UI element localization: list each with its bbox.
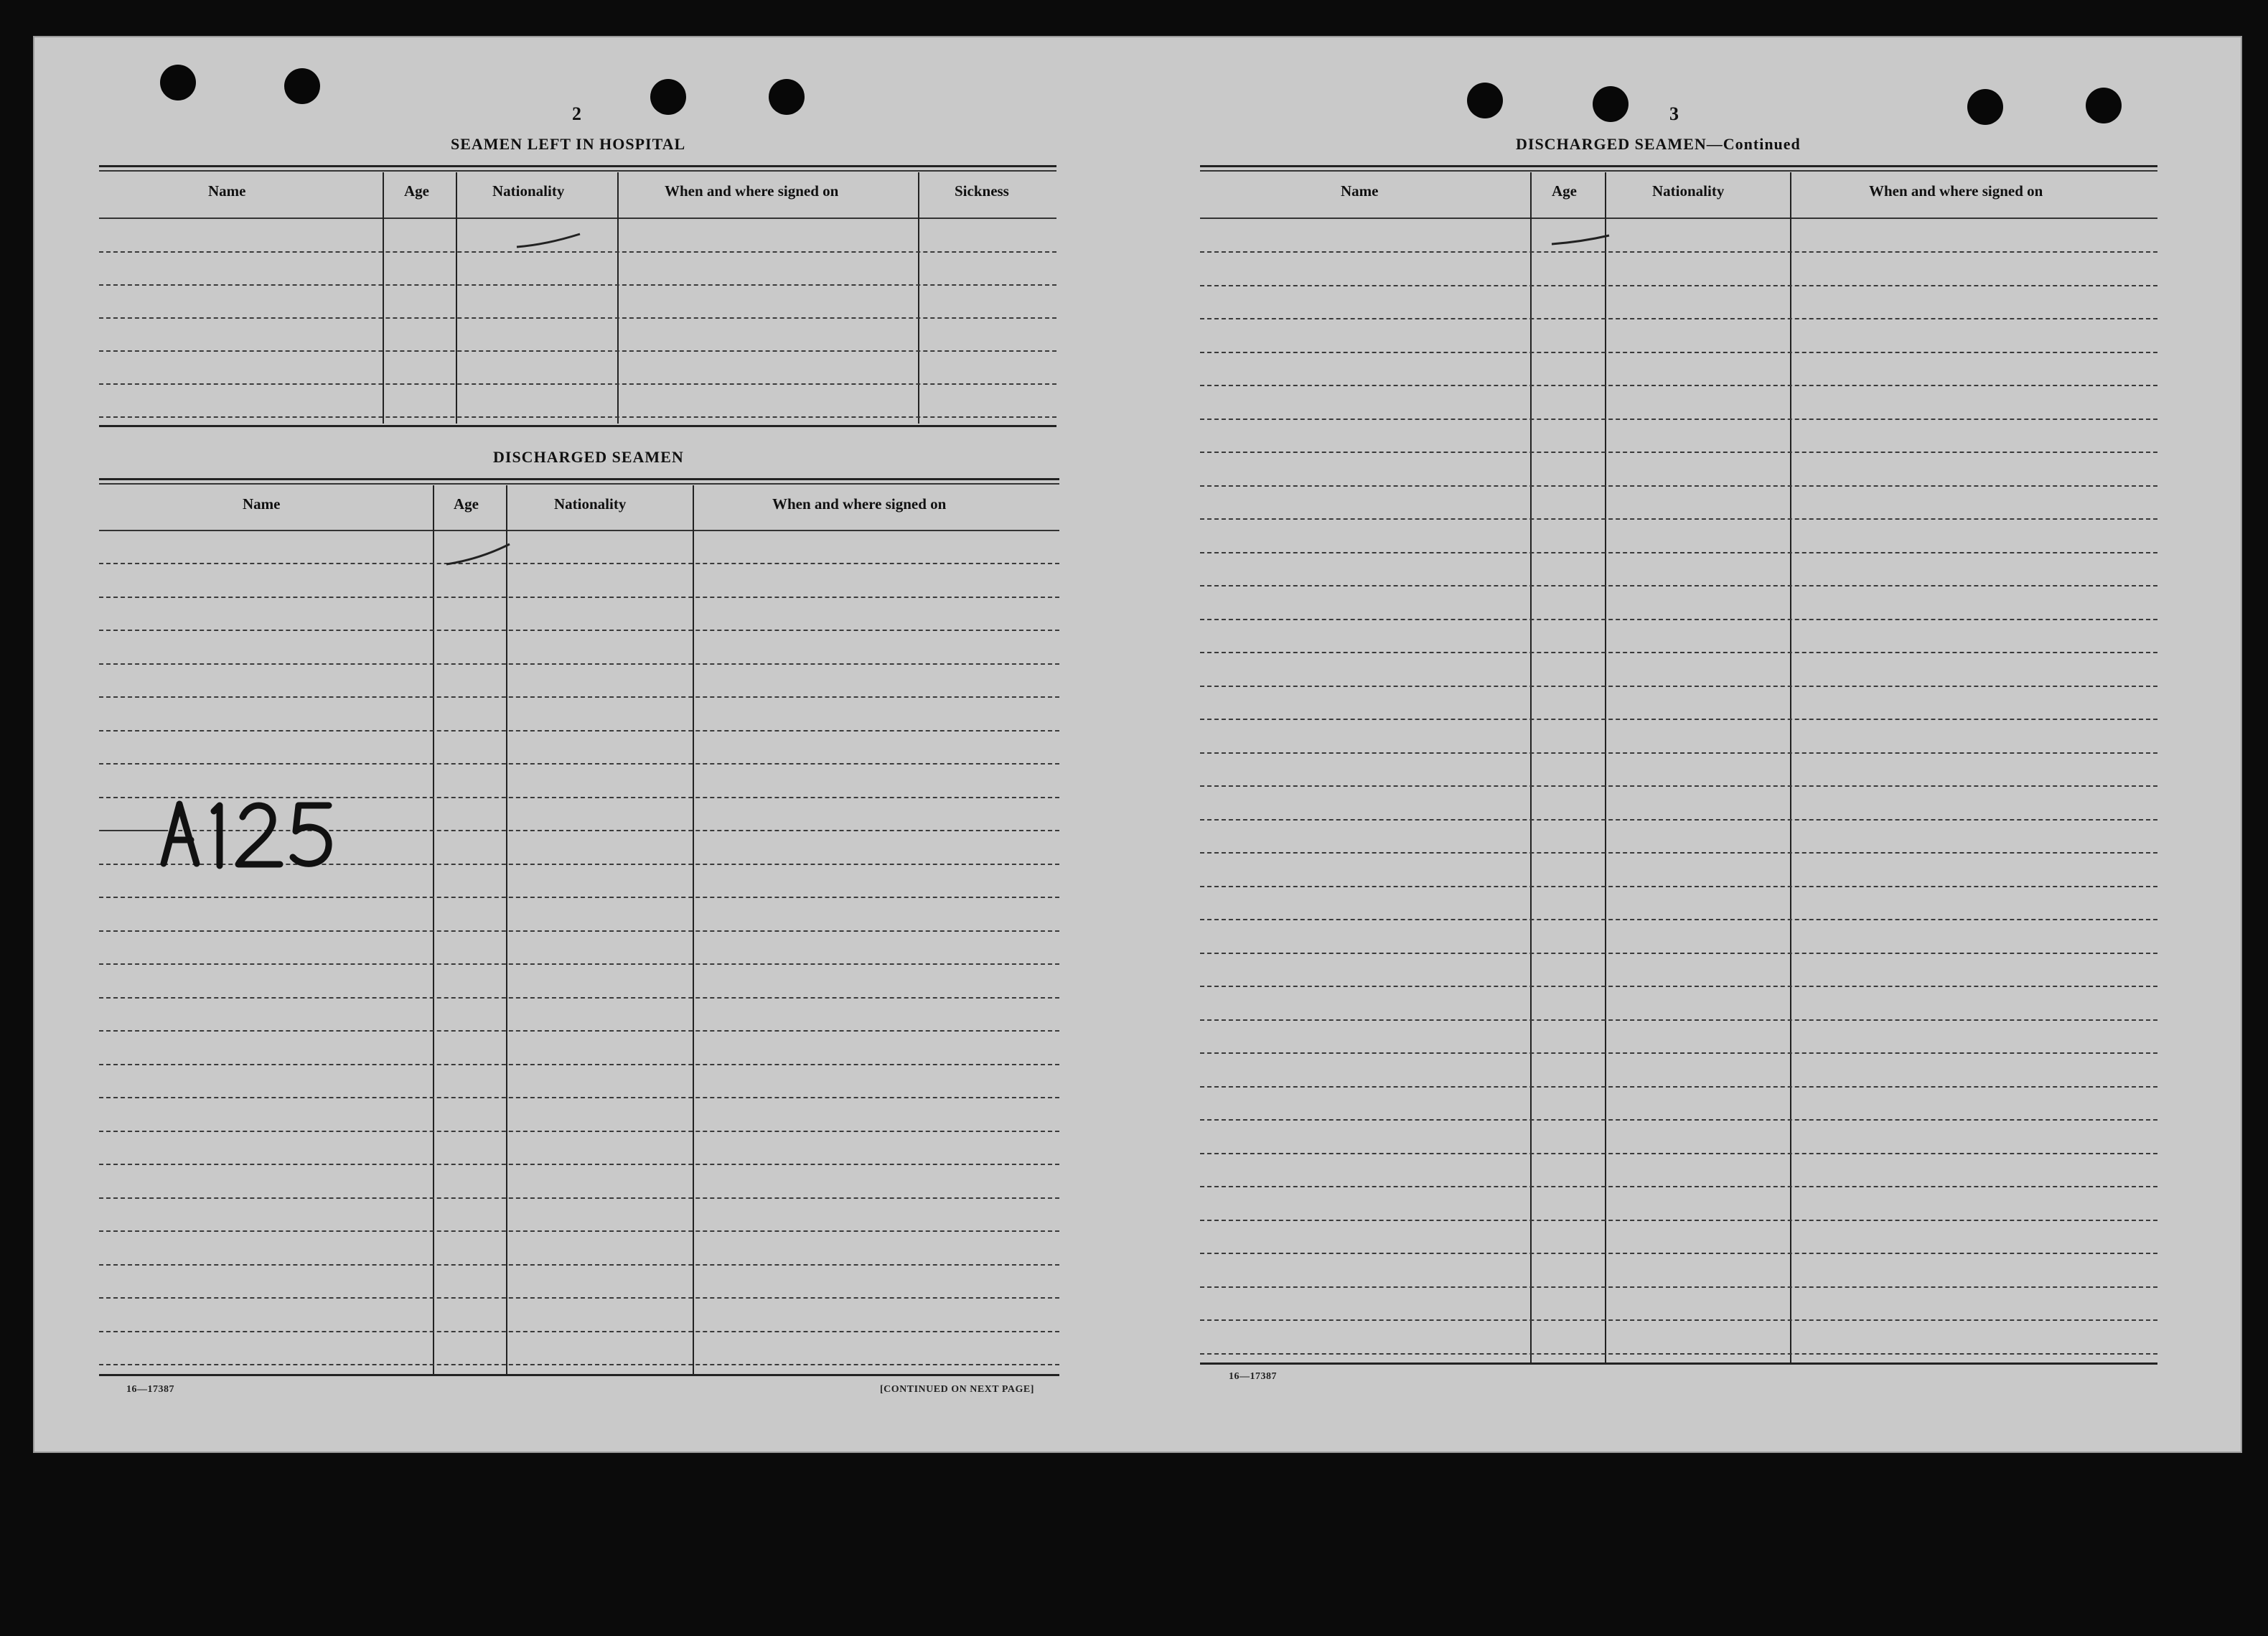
table-row-rule [99, 563, 1059, 564]
table-row-rule [1200, 385, 2157, 386]
table-row-rule [99, 1297, 1059, 1299]
table-row-rule [1200, 285, 2157, 286]
hospital-col-divider [456, 172, 457, 424]
table-row-rule [1200, 719, 2157, 720]
binder-hole [1467, 83, 1503, 118]
hospital-table-top-border [99, 165, 1056, 167]
right-col-name: Name [1341, 182, 1379, 200]
table-row-rule [99, 930, 1059, 932]
form-number-left: 16—17387 [126, 1384, 174, 1395]
table-row-rule [99, 416, 1056, 418]
table-row-rule [1200, 1086, 2157, 1088]
check-mark [514, 230, 586, 251]
table-row-rule [1200, 585, 2157, 586]
right-table-top-border [1200, 170, 2157, 172]
right-table-top-border [1200, 165, 2157, 167]
hospital-col-signed-on: When and where signed on [665, 182, 839, 200]
table-row-rule [99, 763, 1059, 765]
table-row-rule [1200, 919, 2157, 920]
table-row-rule [1200, 852, 2157, 854]
table-row-rule [1200, 1286, 2157, 1288]
table-row-rule [1200, 785, 2157, 787]
binder-hole [2086, 88, 2122, 123]
table-row-rule [99, 350, 1056, 352]
table-row-rule [1200, 1253, 2157, 1254]
table-row-rule [1200, 819, 2157, 821]
form-number-right: 16—17387 [1229, 1371, 1277, 1382]
table-row-rule [99, 1030, 1059, 1032]
hospital-header-bottom [99, 218, 1056, 219]
check-mark [444, 540, 515, 569]
right-col-age: Age [1552, 182, 1577, 200]
table-row-rule [1200, 552, 2157, 553]
table-row-rule [1200, 1220, 2157, 1221]
table-row-rule [99, 730, 1059, 731]
table-row-rule [1200, 953, 2157, 954]
table-row-rule [99, 1364, 1059, 1365]
page-number-left: 2 [572, 103, 581, 124]
page-number-right: 3 [1669, 103, 1679, 124]
right-table-bottom-border [1200, 1362, 2157, 1365]
table-row-rule [1200, 986, 2157, 987]
table-row-rule [1200, 652, 2157, 653]
table-row-rule [1200, 352, 2157, 353]
binder-hole [1967, 89, 2003, 125]
handwritten-underline [100, 830, 165, 831]
table-row-rule [99, 251, 1056, 253]
table-row-rule [99, 997, 1059, 999]
hospital-col-divider [383, 172, 384, 424]
table-row-rule [1200, 1119, 2157, 1121]
table-row-rule [1200, 318, 2157, 319]
binder-hole [650, 79, 686, 115]
table-row-rule [99, 696, 1059, 698]
table-row-rule [1200, 1019, 2157, 1021]
continued-note: [CONTINUED ON NEXT PAGE] [880, 1384, 1034, 1395]
hospital-col-divider [617, 172, 619, 424]
hospital-col-nationality: Nationality [492, 182, 565, 200]
table-row-rule [1200, 1319, 2157, 1321]
table-row-rule [99, 284, 1056, 286]
hospital-table-top-border [99, 170, 1056, 172]
discharged-table-bottom-border [99, 1374, 1059, 1376]
hospital-col-sickness: Sickness [955, 182, 1009, 200]
table-row-rule [99, 1131, 1059, 1132]
binder-hole [769, 79, 805, 115]
hospital-col-name: Name [208, 182, 246, 200]
discharged-col-name: Name [243, 495, 281, 513]
document-sheet [33, 36, 2242, 1453]
table-row-rule [1200, 1153, 2157, 1154]
table-row-rule [99, 663, 1059, 665]
table-row-rule [99, 597, 1059, 598]
right-col-signed-on: When and where signed on [1869, 182, 2043, 200]
table-row-rule [1200, 1186, 2157, 1187]
discharged-table-top-border [99, 483, 1059, 485]
binder-hole [1593, 86, 1629, 122]
discharged-col-nationality: Nationality [554, 495, 627, 513]
hospital-col-age: Age [404, 182, 429, 200]
table-row-rule [1200, 452, 2157, 453]
table-row-rule [99, 317, 1056, 319]
table-row-rule [99, 1097, 1059, 1098]
discharged-header-bottom [99, 530, 1059, 531]
binder-hole [160, 65, 196, 101]
table-row-rule [99, 897, 1059, 898]
hospital-col-divider [918, 172, 919, 424]
discharged-col-age: Age [454, 495, 479, 513]
hospital-table-bottom-border [99, 425, 1056, 427]
table-row-rule [1200, 686, 2157, 687]
table-row-rule [99, 1164, 1059, 1165]
table-row-rule [99, 1230, 1059, 1232]
table-row-rule [1200, 752, 2157, 754]
table-row-rule [1200, 251, 2157, 253]
hospital-section-title: SEAMEN LEFT IN HOSPITAL [451, 135, 686, 153]
discharged-table-top-border [99, 478, 1059, 480]
table-row-rule [1200, 886, 2157, 887]
table-row-rule [99, 1197, 1059, 1199]
table-row-rule [1200, 485, 2157, 487]
check-mark [1549, 228, 1613, 250]
table-row-rule [1200, 1353, 2157, 1355]
table-row-rule [99, 963, 1059, 965]
table-row-rule [1200, 518, 2157, 520]
discharged-section-title: DISCHARGED SEAMEN [493, 448, 684, 466]
discharged-continued-title: DISCHARGED SEAMEN—Continued [1516, 135, 1801, 153]
table-row-rule [99, 630, 1059, 631]
right-col-nationality: Nationality [1652, 182, 1725, 200]
table-row-rule [99, 1264, 1059, 1266]
table-row-rule [99, 1331, 1059, 1332]
table-row-rule [99, 1064, 1059, 1065]
table-row-rule [99, 383, 1056, 385]
table-row-rule [1200, 619, 2157, 620]
right-header-bottom [1200, 218, 2157, 219]
handwritten-mark [158, 795, 345, 871]
table-row-rule [1200, 419, 2157, 420]
binder-hole [284, 68, 320, 104]
discharged-col-signed-on: When and where signed on [772, 495, 947, 513]
table-row-rule [1200, 1052, 2157, 1054]
